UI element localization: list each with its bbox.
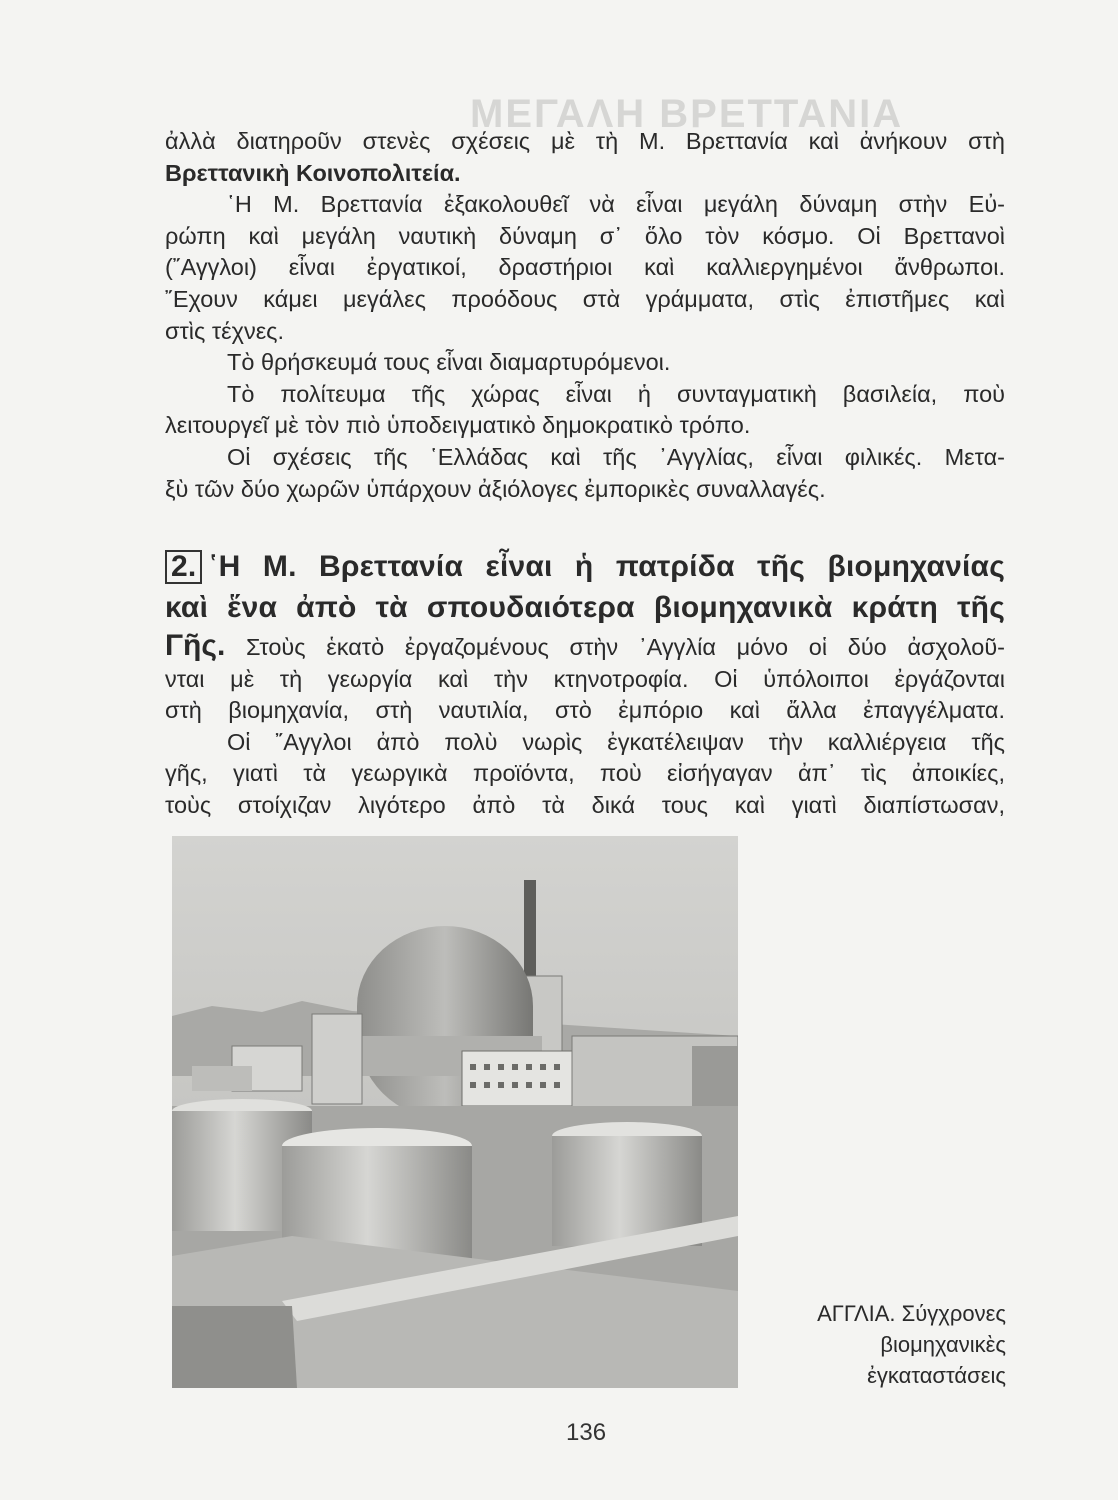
section-heading-line-2: καὶ ἕνα ἀπὸ τὰ σπουδαιότερα βιομηχανικὰ κράτη τῆς [165,591,1005,624]
section-heading-end: Γῆς. [165,629,226,662]
section-heading-line-1: 2. ῾Η Μ. Βρεττανία εἶναι ἡ πατρίδα τῆς βιομηχανίας [165,546,1005,587]
section-line: στὴ βιομηχανία, στὴ ναυτιλία, στὸ ἐμπόριο καὶ ἄλλα ἐπαγγέλματα. [165,697,1005,724]
top-line: Τὸ θρήσκευμά τους εἶναι διαμαρτυρόμενοι. [227,349,671,376]
top-line: Οἱ σχέσεις τῆς ῾Ελλάδας καὶ τῆς ᾽Αγγλίας, εἶναι φιλικές. Μετα- [227,443,1005,470]
top-line: ξὺ τῶν δύο χωρῶν ὑπάρχουν ἀξιόλογες ἐμπορικὲς συναλλαγές. [165,475,826,502]
top-line: ρώπη καὶ μεγάλη ναυτικὴ δύναμη σ᾽ ὅλο τὸν κόσμο. Οἱ Βρεττανοὶ [165,222,1005,249]
photo-caption [817,1298,1006,1391]
top-line: ῎Εχουν κάμει μεγάλες προόδους στὰ γράμματα, στὶς ἐπιστῆμες καὶ [165,285,1005,312]
page-number: 136 [566,1419,607,1446]
section-2 [165,546,1005,822]
section-heading-line-3: Γῆς. Στοὺς ἑκατὸ ἐργαζομένους στὴν ᾽Αγγλία μόνο οἱ δύο ἀσχολοῦ- [165,629,1005,662]
plant-illustration [172,836,738,1388]
top-line: στὶς τέχνες. [165,317,285,344]
caption-line-3: ἐγκαταστάσεις [867,1363,1006,1388]
industrial-plant-photo [172,836,738,1388]
section-line: Οἱ ῎Αγγλοι ἀπὸ πολὺ νωρὶς ἐγκατέλειψαν τὴν καλλιέργεια τῆς [227,728,1005,755]
caption-line-2: βιομηχανικὲς [880,1332,1006,1357]
top-paragraphs [165,126,1005,505]
bleed-through-heading: ΜΕΓΑΛΗ ΒΡΕΤΤΑΝΙΑ [470,92,904,136]
top-line: ἀλλὰ διατηροῦν στενὲς σχέσεις μὲ τὴ Μ. Βρεττανία καὶ ἀνήκουν στὴ [165,128,1005,154]
top-line: Βρεττανικὴ Κοινοπολιτεία. [165,159,461,186]
section-body [165,664,1005,822]
section-number: 2. [165,550,202,584]
top-line: Τὸ πολίτευμα τῆς χώρας εἶναι ἡ συνταγματικὴ βασιλεία, ποὺ [227,380,1005,407]
section-line: γῆς, γιατὶ τὰ γεωργικὰ προϊόντα, ποὺ εἰσήγαγαν ἀπ᾽ τὶς ἀποικίες, [165,760,1005,787]
top-line: ῾Η Μ. Βρεττανία ἐξακολουθεῖ νὰ εἶναι μεγάλη δύναμη στὴν Εὐ- [227,191,1005,218]
section-line: τοὺς στοίχιζαν λιγότερο ἀπὸ τὰ δικά τους καὶ γιατὶ διαπίστωσαν, [165,791,1005,818]
caption-line-1: ΑΓΓΛΙΑ. Σύγχρονες [817,1301,1006,1326]
top-line: λειτουργεῖ μὲ τὸν πιὸ ὑποδειγματικὸ δημοκρατικὸ τρόπο. [165,412,751,439]
top-line: (῎Αγγλοι) εἶναι ἐργατικοί, δραστήριοι καὶ καλλιεργημένοι ἄνθρωποι. [165,254,1005,281]
section-line: νται μὲ τὴ γεωργία καὶ τὴν κτηνοτροφία. Οἱ ὑπόλοιποι ἐργάζονται [165,665,1005,692]
